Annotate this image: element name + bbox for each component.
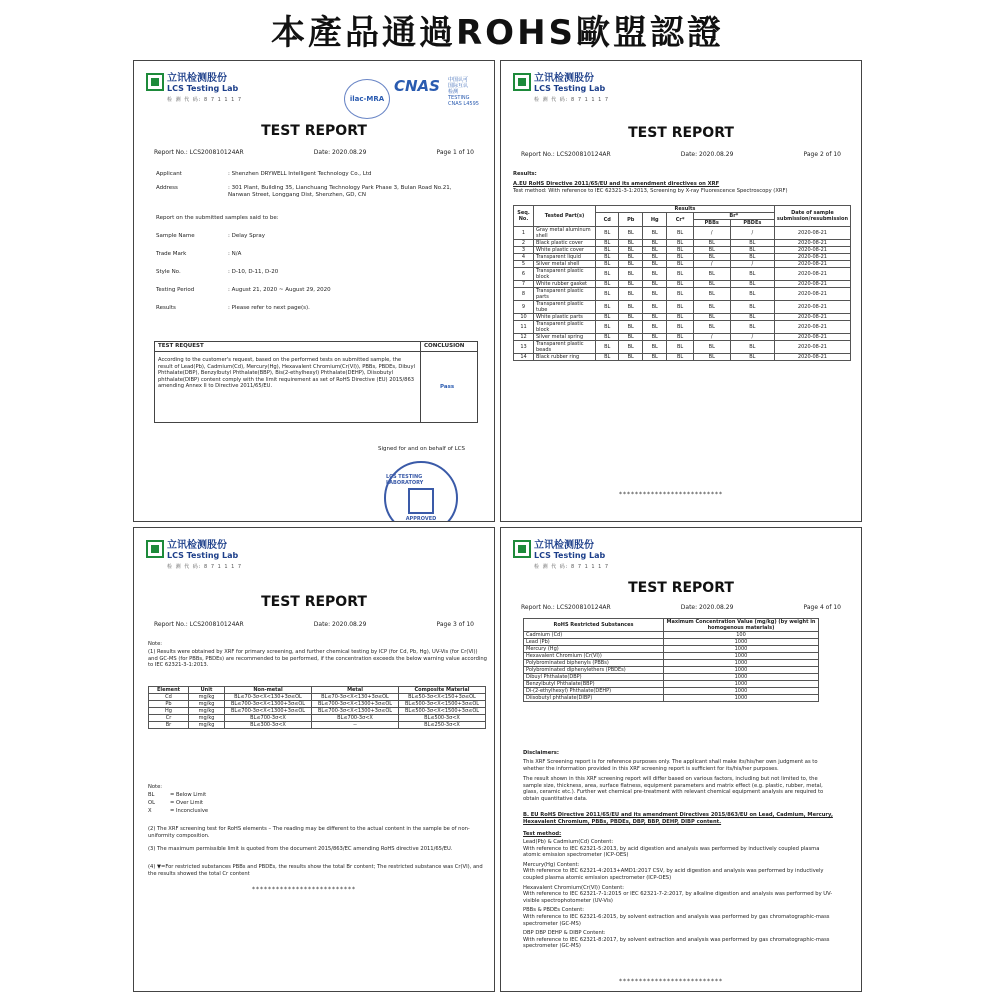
report-page-2 (500, 60, 862, 522)
field-row: Report on the submitted samples said to be: (156, 215, 279, 221)
page-banner (0, 0, 995, 58)
lab-name-cn: 立讯检测股份 (534, 540, 594, 551)
report-number: Report No.: LCS200810124AR (521, 151, 611, 158)
lab-code: 检 测 代 码: 8 7 1 1 1 7 (167, 564, 243, 570)
legend-x: X = Inconclusive (148, 808, 209, 814)
end-dots: ************************** (619, 491, 723, 498)
results-label: Results: (513, 171, 537, 177)
end-dots: ************************** (619, 978, 723, 985)
section-b-title: B. EU RoHS Directive 2011/65/EU and its amendment Directives 2015/863/EU on Lead, Cadmium, Mercury, Hexavalent Chromium, PBBs, PBDEs, DBP, BBP, DEHP, DIBP content. (523, 812, 833, 825)
table-row: 1 Gray metal aluminum shell BL BL BL BL / / 2020-08-21 (514, 227, 851, 240)
lab-name-en: LCS Testing Lab (534, 84, 606, 93)
table-row: Di-(2-ethylhexyl) Phthalate(DEHP) 1000 (524, 688, 819, 695)
lab-name-en: LCS Testing Lab (167, 551, 239, 560)
cnas-logo: CNAS (394, 77, 440, 95)
signed-text: Signed for and on behalf of LCS (378, 446, 466, 452)
field-row: Applicant : Shenzhen DRYWELL Intelligent Technology Co., Ltd (156, 171, 372, 177)
lab-code: 检 测 代 码: 8 7 1 1 1 7 (534, 564, 610, 570)
field-row: Trade Mark : N/A (156, 251, 242, 257)
table-row: Cr mg/kg BL≤700-3σ<X BL≤700-3σ<X BL≤500-3σ<X (149, 715, 486, 722)
legend-ol: OL = Over Limit (148, 800, 203, 806)
report-title: TEST REPORT (261, 594, 367, 610)
table-row: Diisobutyl phthalate(DIBP) 1000 (524, 695, 819, 702)
field-row: Style No. : D-10, D-11, D-20 (156, 269, 279, 275)
page-number: Page 4 of 10 (803, 604, 841, 611)
table-row: Dibuyl Phthalate(DBP) 1000 (524, 674, 819, 681)
disclaimer-1: This XRF Screening report is for reference purposes only. The applicant shall make its/his/her own judgment as to whether the information provided in this XRF screening report is sufficient for its/his/her purposes. (523, 759, 818, 772)
table-row: 12 Silver metal spring BL BL BL BL / / 2020-08-21 (514, 334, 851, 341)
table-row: 7 White rubber gasket BL BL BL BL BL BL 2020-08-21 (514, 281, 851, 288)
method-text: With reference to IEC 62321-8:2017, by solvent extraction and analysis was performed by gas chromatographic-mass spectrometer (GC-MS) (523, 936, 830, 950)
method-text: With reference to IEC 62321-5:2013, by acid digestion and analysis was performed by inductively coupled plasma atomic emission spectrometer (ICP-OES) (523, 845, 820, 859)
end-dots: ************************** (252, 886, 356, 893)
report-meta (521, 151, 841, 158)
field-row: Sample Name : Delay Spray (156, 233, 265, 239)
conclusion-header: CONCLUSION (424, 343, 465, 349)
table-row: 3 White plastic cover BL BL BL BL BL BL 2020-08-21 (514, 247, 851, 254)
lab-logo (513, 540, 609, 570)
disclaimers-label: Disclaimers: (523, 750, 559, 756)
report-page-1 (133, 60, 495, 522)
table-row: Br mg/kg BL≤300-3σ<X -- BL≤250-3σ<X (149, 722, 486, 729)
report-page-3 (133, 527, 495, 992)
method-heading: PBBs & PBDEs Content: (523, 907, 584, 914)
lab-name-cn: 立讯检测股份 (534, 73, 594, 84)
note-2: (2) The XRF screening test for RoHS elements – The reading may be different to the actual content in the sample be of non-uniformity composition. (148, 826, 470, 839)
report-date: Date: 2020.08.29 (680, 151, 734, 158)
test-methods-list (523, 839, 833, 950)
directive-title: A.EU RoHS Directive 2011/65/EU and its amendment directives on XRF (513, 181, 720, 187)
table-row: 11 Transparent plastic block BL BL BL BL BL BL 2020-08-21 (514, 321, 851, 334)
test-method-label: Test method: (523, 831, 562, 837)
lcs-logo-icon (146, 73, 164, 91)
banner-title: 本產品通過ROHS歐盟認證 (270, 12, 725, 53)
table-row: Polybrominated diphenylethers (PBDEs) 1000 (524, 667, 819, 674)
table-row: 4 Transparent liquid BL BL BL BL BL BL 2020-08-21 (514, 254, 851, 261)
table-row: Hexavalent Chromium (Cr(VI)) 1000 (524, 653, 819, 660)
legend-label: Note: (148, 784, 163, 790)
warning-value-table: Element Unit Non-metal Metal Composite Material Cd mg/kg BL≤70-3σ<X<130+3σ≤OL BL≤70-3σ<X<130+3σ≤OL BL≤50-3σ<X<150+3σ≤OL Pb mg/kg BL≤700-3σ<X<1300+3σ≤OL BL≤700-3σ<X<1300+3σ≤OL BL≤500-3σ<X<1500+3σ≤OL Hg mg/kg BL≤700-3σ<X<1300+3σ≤OL BL≤700-3σ<X<1300+3σ≤OL BL≤500-3σ<X<1500+3σ≤OL Cr mg/kg BL≤700-3σ<X BL≤700-3σ<X BL≤500-3σ<X Br mg/kg BL≤300-3σ<X -- BL≤250-3σ<X (148, 686, 486, 729)
table-row: Polybrominated biphenyls (PBBs) 1000 (524, 660, 819, 667)
report-meta (521, 604, 841, 611)
table-row: 14 Black rubber ring BL BL BL BL BL BL 2020-08-21 (514, 354, 851, 361)
test-request-header: TEST REQUEST (158, 343, 204, 349)
lab-name-en: LCS Testing Lab (167, 84, 239, 93)
note-1: (1) Results were obtained by XRF for primary screening, and further chemical testing by ICP (for Cd, Pb, Hg), UV-Vis (for Cr(VI)) and GC-MS (for PBBs, PBDEs) are recommended to be performed, if the concentration exceeds the below warning value according to IEC 62321-3-1:2013. (148, 649, 487, 669)
report-date: Date: 2020.08.29 (313, 621, 367, 628)
table-row: Cadmium (Cd) 100 (524, 632, 819, 639)
cnas-caption: 中国认可 国际互认 检测 TESTING CNAS L4595 (448, 77, 479, 107)
report-meta (154, 621, 474, 628)
method-heading: Mercury(Hg) Content: (523, 861, 580, 868)
table-row: Pb mg/kg BL≤700-3σ<X<1300+3σ≤OL BL≤700-3σ<X<1300+3σ≤OL BL≤500-3σ<X<1500+3σ≤OL (149, 701, 486, 708)
lcs-logo-icon (513, 540, 531, 558)
lab-name-cn: 立讯检测股份 (167, 540, 227, 551)
xrf-results-table: Seq. No. Tested Part(s) Results Date of sample submission/resubmission Cd Pb Hg Cr* Br* PBBs PBDEs 1 Gray metal aluminum shell BL BL BL BL / / 2020-08-21 2 Black plastic cover BL BL BL BL BL BL 2020-08-21 3 White plastic cover BL BL BL BL BL BL 2020-08-21 4 Transparent liquid BL BL BL BL BL BL 2020-08-21 5 Silver metal shell BL BL BL BL / / 2020-08-21 6 Transparent plastic block BL BL BL BL BL BL 2020-08-21 7 White rubber gasket BL BL BL BL BL BL 2020-08-21 8 Transparent plastic parts BL BL BL BL BL BL 2020-08-21 9 Transparent plastic tube BL BL BL BL BL BL 2020-08-21 10 White plastic parts BL BL BL BL BL BL 2020-08-21 11 Transparent plastic block BL BL BL BL BL BL 2020-08-21 12 Silver metal spring BL BL BL BL / / 2020-08-21 13 Transparent plastic beads BL BL BL BL BL BL 2020-08-21 14 Black rubber ring BL BL BL BL BL BL 2020-08-21 (513, 205, 851, 361)
table-row: 9 Transparent plastic tube BL BL BL BL BL BL 2020-08-21 (514, 301, 851, 314)
ilac-mra-seal-icon: ilac-MRA (344, 79, 390, 119)
report-date: Date: 2020.08.29 (680, 604, 734, 611)
lab-code: 检 测 代 码: 8 7 1 1 1 7 (167, 97, 243, 103)
report-meta (154, 149, 474, 156)
test-method: Test method: With reference to IEC 62321-3-1:2013, Screening by X-ray Fluorescence Spectroscopy (XRF) (513, 188, 788, 194)
method-text: With reference to IEC 62321-4:2013+AMD1:2017 CSV, by acid digestion and analysis was performed by inductively coupled plasma atomic emission spectrometer (ICP-OES) (523, 868, 824, 881)
disclaimer-2: The result shown in this XRF screening report will differ based on various factors, including but not limited to, the sample size, thickness, area, surface flatness, equipment parameters and matrix effect (e.g. plastic, rubber, metal, glass, ceramic etc.). Further wet chemical pre-treatment with relevant chemical equipment analysis are required to obtain quantitative data. (523, 776, 824, 802)
page-number: Page 1 of 10 (436, 149, 474, 156)
field-row: Results : Please refer to next page(s). (156, 305, 310, 311)
report-number: Report No.: LCS200810124AR (154, 149, 244, 156)
field-row: Testing Period : August 21, 2020 ~ August 29, 2020 (156, 287, 331, 293)
table-row: 2 Black plastic cover BL BL BL BL BL BL 2020-08-21 (514, 240, 851, 247)
method-text: With reference to IEC 62321-7-1:2015 or IEC 62321-7-2:2017, by alkaline digestion and analysis was performed by UV-visible spectrophotometer (UV-Vis) (523, 891, 833, 904)
lab-logo (146, 73, 242, 103)
report-date: Date: 2020.08.29 (313, 149, 367, 156)
rohs-limits-table: RoHS Restricted Substances Maximum Concentration Value (mg/kg) (by weight in homogenous materials) Cadmium (Cd) 100 Lead (Pb) 1000 Mercury (Hg) 1000 Hexavalent Chromium (Cr(VI)) 1000 Polybrominated biphenyls (PBBs) 1000 Polybrominated diphenylethers (PBDEs) 1000 Dibuyl Phthalate(DBP) 1000 Benzylbutyl Phthalate(BBP) 1000 Di-(2-ethylhexyl) Phthalate(DEHP) 1000 Diisobutyl phthalate(DIBP) 1000 (523, 618, 819, 702)
lab-name-en: LCS Testing Lab (534, 551, 606, 560)
legend-bl: BL = Below Limit (148, 792, 207, 798)
lab-logo (513, 73, 609, 103)
test-request-text: According to the customer's request, based on the performed tests on submitted sample, the result of Lead(Pb), Cadmium(Cd), Mercury(Hg), Hexavalent Chromium(Cr(VI)), PBBs, PBDEs, Dibuyl Phthalate(DBP), Benzylbutyl Phthalate(BBP), Bis(2-ethylhexyl) Phthalate(DEHP), Diisobutyl phthalate(DIBP) content comply with the limit requirement as set of RoHS Directive (EU) 2015/863 amending Annex II to Directive 2011/65/EU. (158, 357, 415, 390)
method-text: With reference to IEC 62321-6:2015, by solvent extraction and analysis was performed by gas chromatographic-mass spectrometer (GC-MS) (523, 913, 830, 927)
table-row: 6 Transparent plastic block BL BL BL BL BL BL 2020-08-21 (514, 268, 851, 281)
table-row: Benzylbutyl Phthalate(BBP) 1000 (524, 681, 819, 688)
table-row: 5 Silver metal shell BL BL BL BL / / 2020-08-21 (514, 261, 851, 268)
lab-name-cn: 立讯检测股份 (167, 73, 227, 84)
page-number: Page 3 of 10 (436, 621, 474, 628)
method-heading: Hexavalent Chromium(Cr(VI)) Content: (523, 884, 624, 891)
lcs-logo-icon (513, 73, 531, 91)
conclusion-value: Pass (440, 384, 455, 390)
method-heading: DBP DBP DEHP & DIBP Content: (523, 930, 606, 937)
table-row: 13 Transparent plastic beads BL BL BL BL BL BL 2020-08-21 (514, 341, 851, 354)
note-3: (3) The maximum permissible limit is quoted from the document 2015/863/EC amending RoHS directive 2011/65/EU. (148, 846, 453, 852)
table-row: Lead (Pb) 1000 (524, 639, 819, 646)
method-heading: Lead(Pb) & Cadmium(Cd) Content: (523, 839, 614, 845)
table-row: 8 Transparent plastic parts BL BL BL BL BL BL 2020-08-21 (514, 288, 851, 301)
report-title: TEST REPORT (628, 125, 734, 141)
lab-code: 检 测 代 码: 8 7 1 1 1 7 (534, 97, 610, 103)
report-number: Report No.: LCS200810124AR (521, 604, 611, 611)
report-title: TEST REPORT (261, 123, 367, 139)
report-number: Report No.: LCS200810124AR (154, 621, 244, 628)
table-row: Cd mg/kg BL≤70-3σ<X<130+3σ≤OL BL≤70-3σ<X<130+3σ≤OL BL≤50-3σ<X<150+3σ≤OL (149, 694, 486, 701)
report-title: TEST REPORT (628, 580, 734, 596)
lab-logo (146, 540, 242, 570)
page-number: Page 2 of 10 (803, 151, 841, 158)
note-label: Note: (148, 641, 163, 647)
field-row: Address : 301 Plant, Building 35, Lianchuang Technology Park Phase 3, Bulan Road No.21, Nanwan Street, Longgang Dist, Shenzhen, GD, CN (156, 185, 452, 198)
lcs-logo-icon (146, 540, 164, 558)
table-row: 10 White plastic parts BL BL BL BL BL BL 2020-08-21 (514, 314, 851, 321)
note-4: (4) ▼=For restricted substances PBBs and PBDEs, the results show the total Br content; The restricted substance was Cr(VI), and the results showed the total Cr content (148, 864, 483, 877)
table-row: Hg mg/kg BL≤700-3σ<X<1300+3σ≤OL BL≤700-3σ<X<1300+3σ≤OL BL≤500-3σ<X<1500+3σ≤OL (149, 708, 486, 715)
report-page-4 (500, 527, 862, 992)
table-row: Mercury (Hg) 1000 (524, 646, 819, 653)
approved-stamp-icon: LCS TESTING LABORATORY APPROVED (384, 461, 458, 522)
